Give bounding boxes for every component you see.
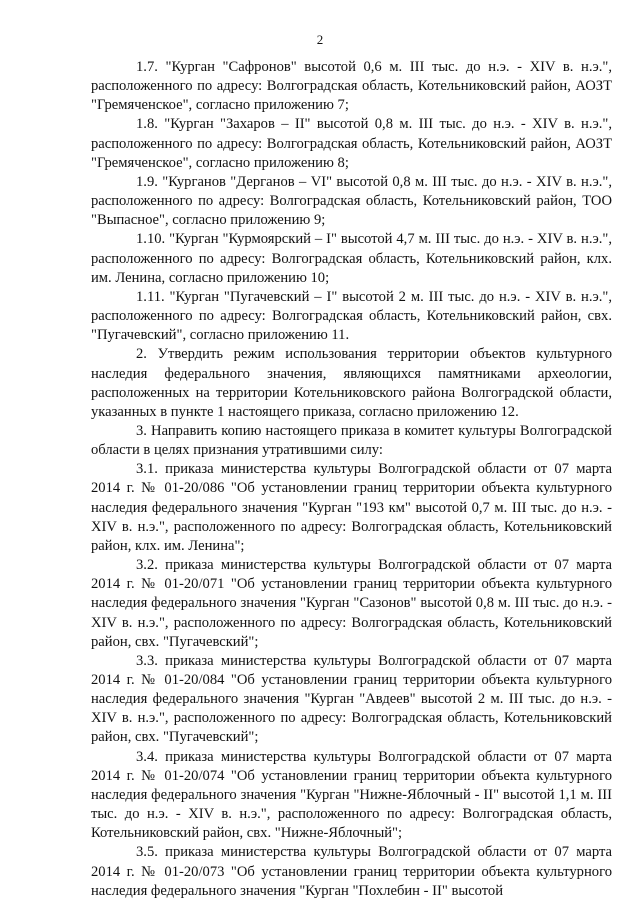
item-1-9-paragraph: 1.9. "Курганов "Дерганов – VI" высотой 0,8 м. III тыс. до н.э. - XIV в. н.э.", расположенного по адресу: Волгоградская область, Котельниковский район, ТОО "Выпасное", согласно приложению 9;: [91, 173, 612, 229]
item-1-8-paragraph: 1.8. "Курган "Захаров – II" высотой 0,8 м. III тыс. до н.э. - XIV в. н.э.", расположенного по адресу: Волгоградская область, Котельниковский район, АОЗТ "Гремяченское", согласно приложению 8;: [91, 116, 612, 171]
item-1-10-paragraph: 1.10. "Курган "Курмоярский – I" высотой 4,7 м. III тыс. до н.э. - XIV в. н.э.", расположенного по адресу: Волгоградская область, Котельниковский район, клх. им. Ленина, согласно приложению 10;: [91, 231, 612, 286]
document-body: [91, 58, 612, 901]
item-3-paragraph: 3. Направить копию настоящего приказа в комитет культуры Волгоградской области в целях признания утратившими силу:: [91, 422, 612, 459]
item-3-2-paragraph: 3.2. приказа министерства культуры Волгоградской области от 07 марта 2014 г. № 01-20/071 "Об установлении границ территории объекта культурного наследия федерального значения "Курган "Сазонов" высотой 0,8 м. III тыс. до н.э. - XIV в. н.э.", расположенного по адресу: Волгоградская область, Котельниковский район, свх. "Пугачевский";: [91, 557, 612, 650]
item-3-5-paragraph: 3.5. приказа министерства культуры Волгоградской области от 07 марта 2014 г. № 01-20/073 "Об установлении границ территории объекта культурного наследия федерального значения "Курган "Похлебин - II" высотой: [91, 844, 612, 899]
item-2-paragraph: 2. Утвердить режим использования территории объектов культурного наследия федерального значения, являющихся памятниками археологии, расположенных на территории Котельниковского района Волгоградской области, указанных в пункте 1 настоящего приказа, согласно приложению 12.: [91, 346, 612, 420]
page-number: 2: [316, 32, 324, 47]
item-1-11-paragraph: 1.11. "Курган "Пугачевский – I" высотой 2 м. III тыс. до н.э. - XIV в. н.э.", расположенного по адресу: Волгоградская область, Котельниковский район, свх. "Пугачевский", согласно приложению 11.: [91, 288, 612, 344]
item-3-4-paragraph: 3.4. приказа министерства культуры Волгоградской области от 07 марта 2014 г. № 01-20/074 "Об установлении границ территории объекта культурного наследия федерального значения "Курган "Нижне-Яблочный - II" высотой 1,1 м. III тыс. до н.э. - XIV в. н.э.", расположенного по адресу: Волгоградская область, Котельниковский район, свх. "Нижне-Яблочный";: [91, 748, 612, 842]
item-3-3-paragraph: 3.3. приказа министерства культуры Волгоградской области от 07 марта 2014 г. № 01-20/084 "Об установлении границ территории объекта культурного наследия федерального значения "Курган "Авдеев" высотой 2 м. III тыс. до н.э. - XIV в. н.э.", расположенного по адресу: Волгоградская область, Котельниковский район, свх. "Пугачевский";: [91, 652, 612, 746]
item-1-7-paragraph: 1.7. "Курган "Сафронов" высотой 0,6 м. III тыс. до н.э. - XIV в. н.э.", расположенного по адресу: Волгоградская область, Котельниковский район, АОЗТ "Гремяченское", согласно приложению 7;: [91, 59, 612, 114]
item-3-1-paragraph: 3.1. приказа министерства культуры Волгоградской области от 07 марта 2014 г. № 01-20/086 "Об установлении границ территории объекта культурного наследия федерального значения "Курган "193 км" высотой 0,7 м. III тыс. до н.э. - XIV в. н.э.", расположенного по адресу: Волгоградская область, Котельниковский район, клх. им. Ленина";: [91, 461, 612, 554]
